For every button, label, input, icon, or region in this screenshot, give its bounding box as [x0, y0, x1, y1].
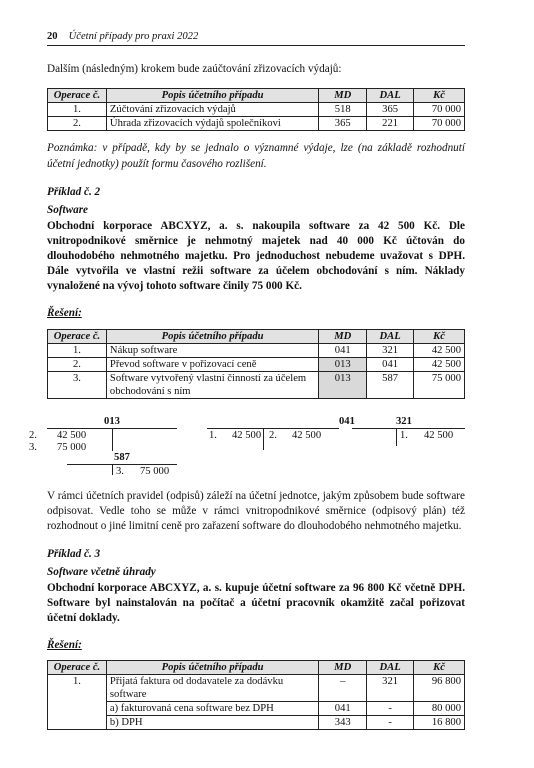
cell-dal: 221 — [367, 117, 414, 131]
cell-dal: 365 — [367, 103, 414, 117]
col-description: Popis účetního případu — [106, 89, 318, 103]
t-entry-value: 75 000 — [140, 465, 170, 477]
cell-desc: Převod software v pořizovací ceně — [106, 357, 318, 371]
col-md: MD — [319, 329, 367, 343]
col-dal: DAL — [367, 329, 414, 343]
cell-dal: - — [367, 716, 414, 730]
t-entry-value: 75 000 — [57, 441, 87, 453]
col-operation: Operace č. — [48, 89, 107, 103]
t-entry-number: 2. — [269, 429, 277, 441]
col-amount: Kč — [414, 329, 465, 343]
cell-op: 2. — [48, 357, 107, 371]
t-account-013 — [29, 415, 177, 453]
t-entry-number: 1. — [209, 429, 217, 441]
col-operation: Operace č. — [48, 329, 107, 343]
example-3-heading: Příklad č. 3 — [47, 547, 101, 560]
example-3-solution-label: Řešení: — [47, 639, 82, 652]
t-entry-value: 42 500 — [424, 429, 454, 441]
cell-md: 343 — [319, 716, 367, 730]
table-row — [48, 103, 465, 117]
cell-amount: 16 800 — [414, 716, 465, 730]
example-3-subheading: Software včetně úhrady — [47, 565, 156, 578]
cell-desc: b) DPH — [106, 716, 318, 730]
note-text: Poznámka: v případě, kdy by se jednalo o významné výdaje, lze (na základě rozhodnutí účetní jednotky) použít formu časového rozlišení. — [47, 142, 465, 170]
cell-op: 2. — [48, 117, 107, 131]
cell-md: 013 — [319, 357, 367, 371]
t-entry-value: 42 500 — [232, 429, 262, 441]
cell-md: 041 — [319, 343, 367, 357]
cell-desc: Zúčtování zřizovacích výdajů — [106, 103, 318, 117]
cell-dal: 321 — [367, 343, 414, 357]
cell-desc: Přijatá faktura od dodavatele za dodávku software — [106, 675, 318, 702]
cell-op: 3. — [48, 371, 107, 398]
table-row — [48, 371, 465, 398]
t-account-587 — [67, 451, 177, 475]
table-row — [48, 357, 465, 371]
cell-desc: Software vytvořený vlastní činností za účelem obchodování s ním — [106, 371, 318, 398]
table-1 — [47, 88, 465, 131]
col-operation: Operace č. — [48, 661, 107, 675]
cell-desc: a) fakturovaná cena software bez DPH — [106, 702, 318, 716]
cell-dal: 321 — [367, 675, 414, 702]
example-2-subheading: Software — [47, 203, 89, 216]
t-entry-value: 42 500 — [57, 429, 87, 441]
cell-md: 365 — [319, 117, 367, 131]
cell-md: 041 — [319, 702, 367, 716]
col-dal: DAL — [367, 661, 414, 675]
cell-amount: 80 000 — [414, 702, 465, 716]
t-accounts — [29, 415, 465, 477]
cell-amount: 42 500 — [414, 357, 465, 371]
t-account-name: 321 — [396, 415, 412, 427]
table-row — [48, 702, 465, 716]
col-dal: DAL — [367, 89, 414, 103]
t-account-name: 013 — [104, 415, 120, 427]
col-description: Popis účetního případu — [106, 329, 318, 343]
cell-amount: 42 500 — [414, 343, 465, 357]
cell-md: 518 — [319, 103, 367, 117]
cell-amount: 70 000 — [414, 103, 465, 117]
cell-md: – — [319, 675, 367, 702]
table-3 — [47, 660, 465, 730]
page-number: 20 — [47, 31, 58, 42]
t-entry-value: 42 500 — [292, 429, 322, 441]
cell-op: 1. — [48, 675, 107, 730]
table-2 — [47, 329, 465, 399]
cell-op: 1. — [48, 103, 107, 117]
table-row — [48, 716, 465, 730]
col-description: Popis účetního případu — [106, 661, 318, 675]
table-row — [48, 675, 465, 702]
col-amount: Kč — [414, 661, 465, 675]
t-entry-number: 1. — [400, 429, 408, 441]
col-amount: Kč — [414, 89, 465, 103]
example-2-closing: V rámci účetních pravidel (odpisů) záleží na účetní jednotce, jakým způsobem bude software odpisovat. Vedle toho se může v rámci vnitropodnikové směrnice (odpisový plán) též rozhodnout o jiné limitní ceně pro zařazení software do dlouhodobého nehmotného majetku. — [47, 489, 465, 532]
t-entry-number: 3. — [29, 441, 37, 453]
cell-md: 013 — [319, 371, 367, 398]
t-entry-number: 3. — [116, 465, 124, 477]
col-md: MD — [319, 89, 367, 103]
cell-amount: 75 000 — [414, 371, 465, 398]
example-2-solution-label: Řešení: — [47, 307, 82, 320]
intro-text: Dalším (následným) krokem bude zaúčtování zřizovacích výdajů: — [47, 63, 342, 76]
book-title: Účetní případy pro praxi 2022 — [68, 31, 199, 42]
cell-desc: Úhrada zřizovacích výdajů společníkovi — [106, 117, 318, 131]
cell-op: 1. — [48, 343, 107, 357]
cell-amount: 70 000 — [414, 117, 465, 131]
cell-desc: Nákup software — [106, 343, 318, 357]
table-row — [48, 343, 465, 357]
cell-dal: 041 — [367, 357, 414, 371]
col-md: MD — [319, 661, 367, 675]
example-2-heading: Příklad č. 2 — [47, 185, 101, 198]
t-account-name: 041 — [339, 415, 355, 427]
example-3-text: Obchodní korporace ABCXYZ, a. s. kupuje účetní software za 96 800 Kč včetně DPH. Software byl nainstalován na počítač a účetní pracovník okamžitě začal pořizovat účetní doklady. — [47, 582, 465, 625]
page — [29, 30, 465, 730]
page-header — [47, 30, 465, 46]
t-account-name: 587 — [114, 451, 130, 463]
cell-dal: - — [367, 702, 414, 716]
t-account-321 — [352, 415, 465, 451]
cell-dal: 587 — [367, 371, 414, 398]
cell-amount: 96 800 — [414, 675, 465, 702]
example-2-text: Obchodní korporace ABCXYZ, a. s. nakoupila software za 42 500 Kč. Dle vnitropodnikové směrnice je nehmotný majetek nad 40 000 Kč účtován do dlouhodobého nehmotného majetku. Pro jednoduchost nebudeme uvažovat s DPH. Dále vytvořila ve vlastní režii software za účelem obchodování s ním. Náklady vynaložené na vývoj tohoto software činily 75 000 Kč. — [47, 219, 465, 293]
t-entry-number: 2. — [29, 429, 37, 441]
table-row — [48, 117, 465, 131]
